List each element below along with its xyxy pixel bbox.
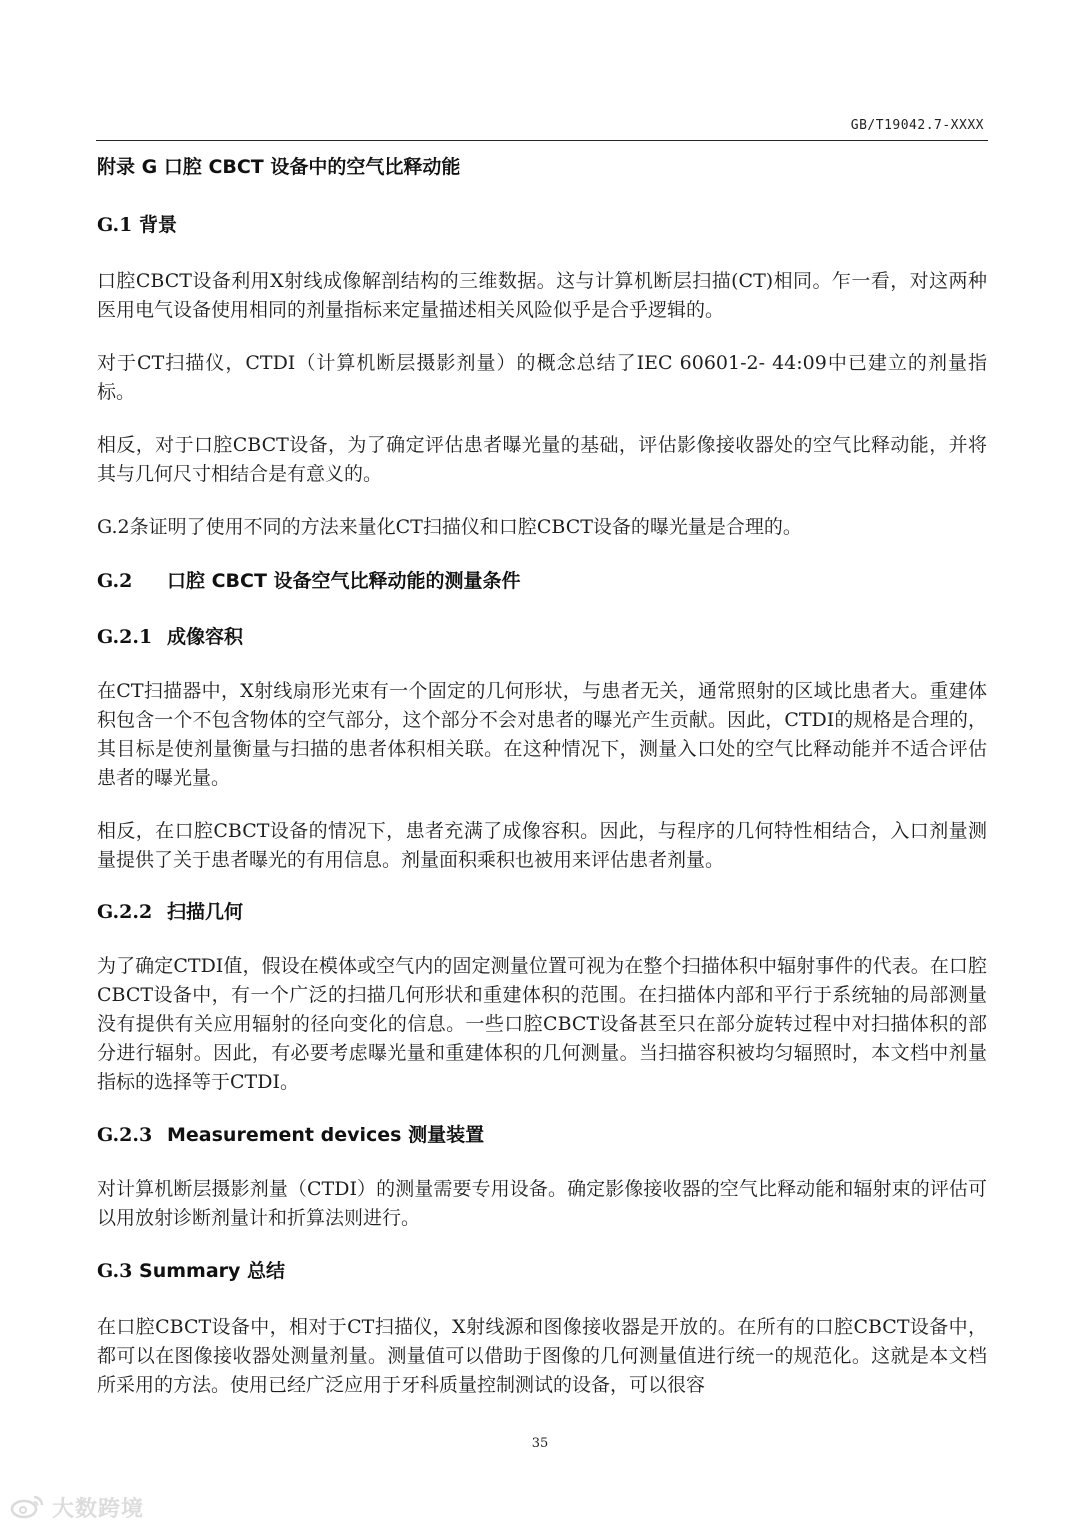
- section-g2-heading: [97, 567, 987, 595]
- appendix-title: 附录 G 口腔 CBCT 设备中的空气比释动能: [97, 156, 461, 178]
- paragraph: 对计算机断层摄影剂量（CTDI）的测量需要专用设备。确定影像接收器的空气比释动能和辐射束的评估可以用放射诊断剂量计和折算法则进行。: [97, 1178, 987, 1229]
- paragraph: 口腔CBCT设备利用X射线成像解剖结构的三维数据。这与计算机断层扫描(CT)相同。乍一看，对这两种医用电气设备使用相同的剂量指标来定量描述相关风险似乎是合乎逻辑的。: [97, 270, 987, 321]
- section-number: G.2: [97, 570, 133, 592]
- page-content: [97, 150, 987, 1400]
- section-number: G.2.1: [97, 626, 153, 648]
- section-number: G.2.3: [97, 1124, 153, 1146]
- section-g1-heading: [97, 211, 987, 239]
- section-title: 扫描几何: [167, 901, 244, 923]
- paragraph: 为了确定CTDI值，假设在模体或空气内的固定测量位置可视为在整个扫描体积中辐射事件的代表。在口腔CBCT设备中，有一个广泛的扫描几何形状和重建体积的范围。在扫描体内部和平行于系统轴的局部测量没有提供有关应用辐射的径向变化的信息。一些口腔CBCT设备甚至只在部分旋转过程中对扫描体积的部分进行辐射。因此，有必要考虑曝光量和重建体积的几何测量。当扫描容积被均匀辐照时，本文档中剂量指标的选择等于CTDI。: [97, 955, 987, 1093]
- section-title: 背景: [139, 214, 178, 236]
- paragraph: 在CT扫描器中，X射线扇形光束有一个固定的几何形状，与患者无关，通常照射的区域比患者大。重建体积包含一个不包含物体的空气部分，这个部分不会对患者的曝光产生贡献。因此，CTDI的规格是合理的，其目标是使剂量衡量与扫描的患者体积相关联。在这种情况下，测量入口处的空气比释动能并不适合评估患者的曝光量。: [97, 680, 987, 789]
- watermark-text: 大数跨境: [52, 1497, 145, 1522]
- section-title: Summary 总结: [139, 1260, 286, 1282]
- paragraph: 相反，在口腔CBCT设备的情况下，患者充满了成像容积。因此，与程序的几何特性相结合，入口剂量测量提供了关于患者曝光的有用信息。剂量面积乘积也被用来评估患者剂量。: [97, 820, 987, 871]
- standard-code: GB/T19042.7-XXXX: [850, 118, 984, 133]
- section-number: G.1: [97, 214, 133, 236]
- paragraph: 在口腔CBCT设备中，相对于CT扫描仪，X射线源和图像接收器是开放的。在所有的口腔CBCT设备中，都可以在图像接收器处测量剂量。测量值可以借助于图像的几何测量值进行统一的规范化。这就是本文档所采用的方法。使用已经广泛应用于牙科质量控制测试的设备，可以很容: [97, 1316, 987, 1396]
- section-number: G.2.2: [97, 901, 153, 923]
- paragraph: G.2条证明了使用不同的方法来量化CT扫描仪和口腔CBCT设备的曝光量是合理的。: [97, 516, 802, 538]
- header-rule: [96, 140, 988, 141]
- section-g23-heading: [97, 1121, 987, 1149]
- section-g3-heading: [97, 1257, 987, 1285]
- section-number: G.3: [97, 1260, 133, 1282]
- watermark: [10, 1492, 144, 1523]
- section-title: 成像容积: [167, 626, 244, 648]
- page-number: 35: [531, 1436, 549, 1451]
- section-g22-heading: [97, 898, 987, 926]
- section-g21-heading: [97, 623, 987, 651]
- paragraph: 相反，对于口腔CBCT设备，为了确定评估患者曝光量的基础，评估影像接收器处的空气比释动能，并将其与几何尺寸相结合是有意义的。: [97, 434, 987, 485]
- weibo-logo-icon: [10, 1493, 48, 1523]
- section-title: 口腔 CBCT 设备空气比释动能的测量条件: [167, 570, 521, 592]
- section-title: Measurement devices 测量装置: [167, 1124, 485, 1146]
- paragraph: 对于CT扫描仪，CTDI（计算机断层摄影剂量）的概念总结了IEC 60601-2- 44:09中已建立的剂量指标。: [97, 352, 987, 403]
